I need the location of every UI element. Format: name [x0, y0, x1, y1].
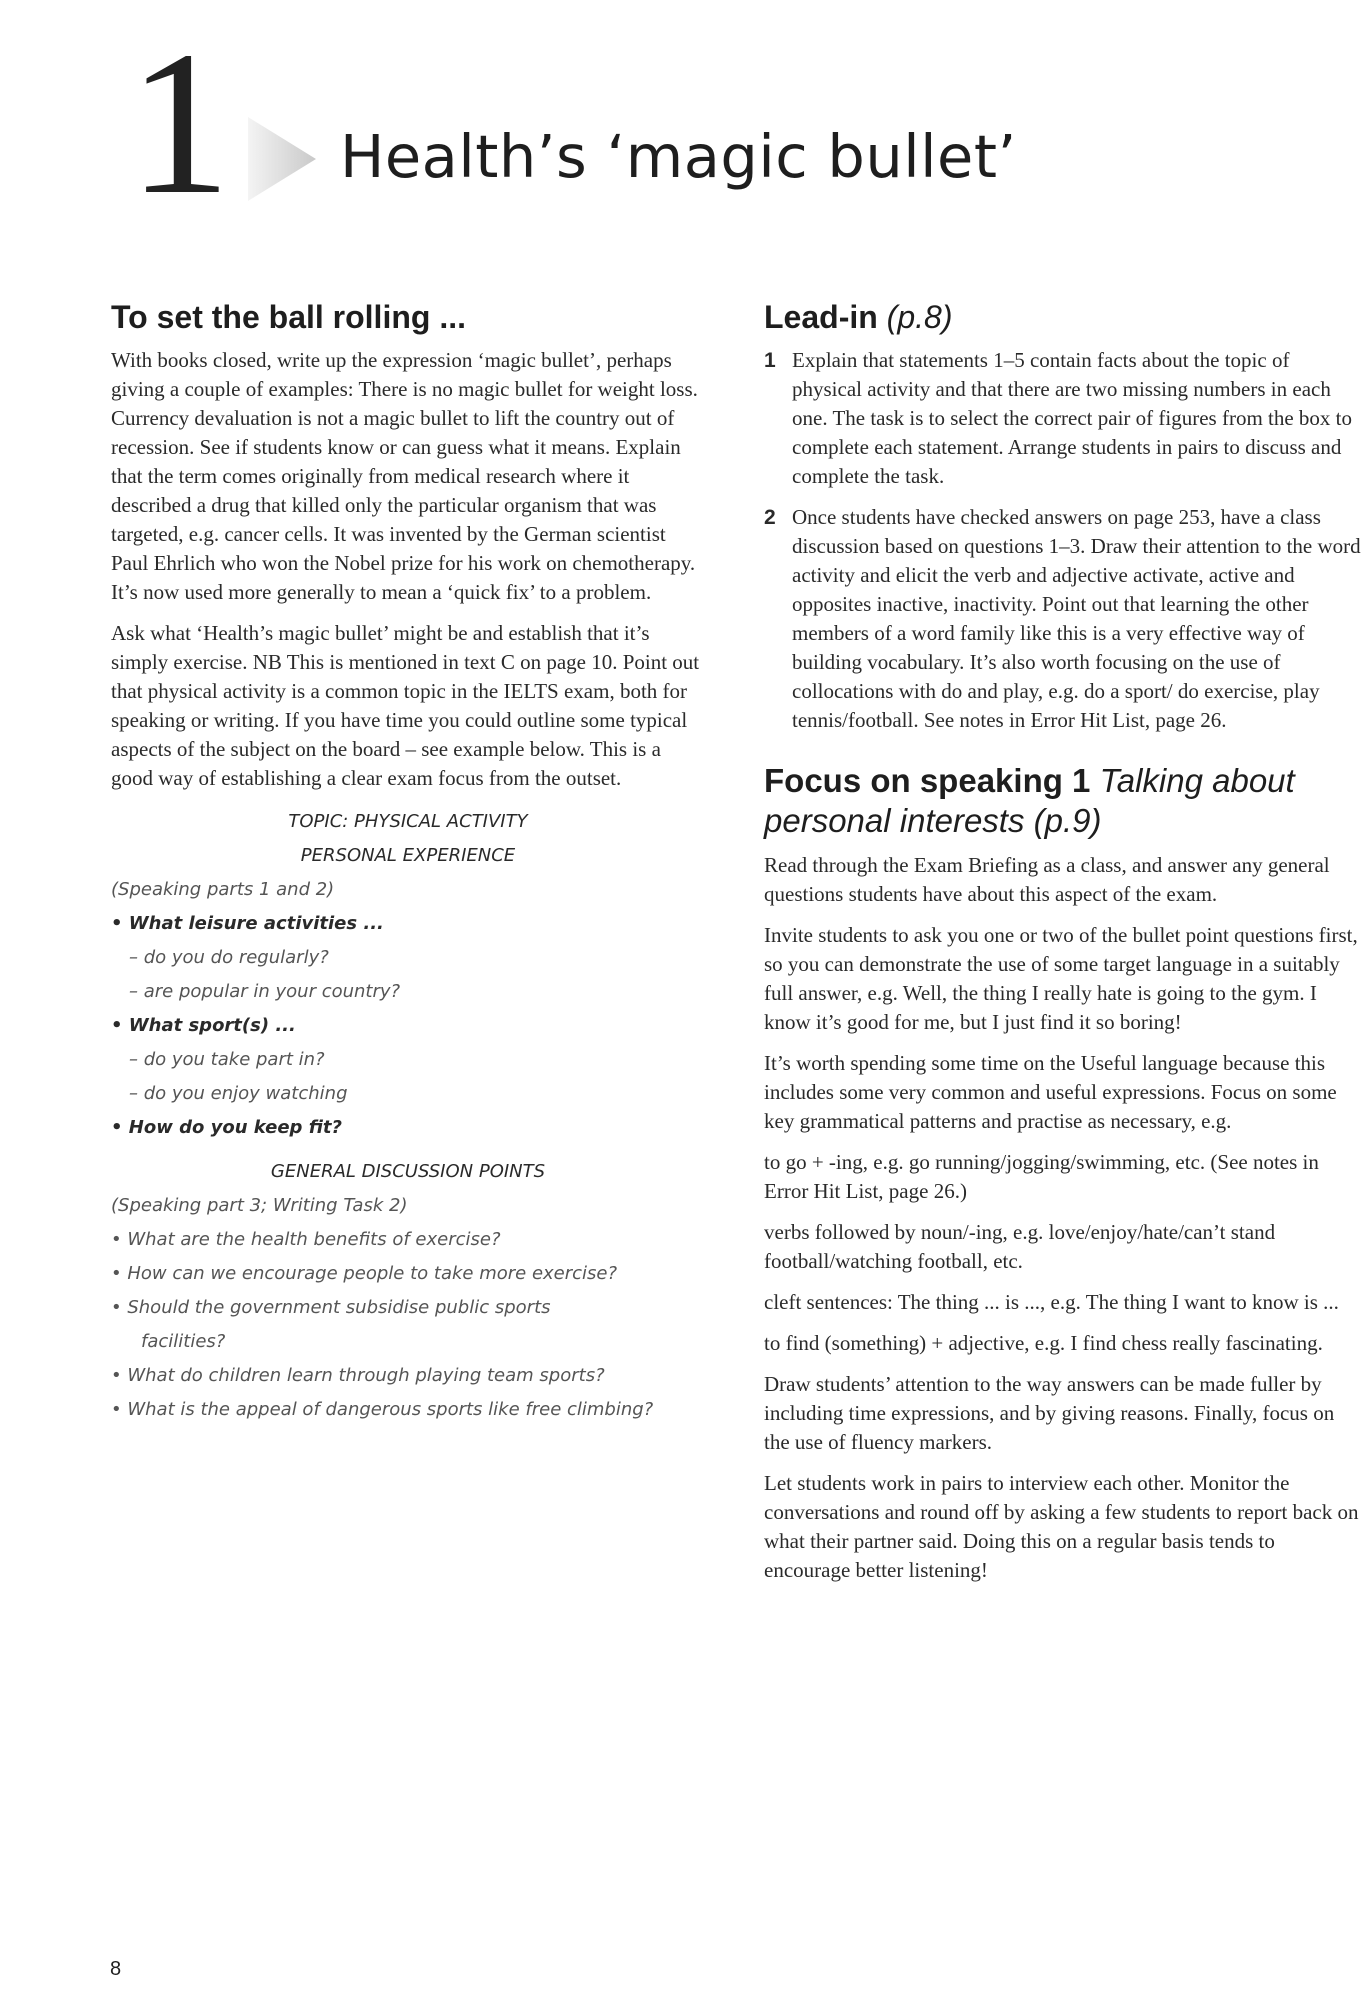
discussion-question-continued: facilities?: [141, 1331, 226, 1353]
focus-paragraph: Draw students’ attention to the way answers can be made fuller by including time expressions, and by giving reasons. Finally, focus on the use of fluency markers.: [764, 1371, 1335, 1454]
page-title: Health’s ‘magic bullet’: [340, 122, 1017, 191]
focus-subtitle: Talking about personal interests (p.9): [764, 762, 1295, 839]
lead-in-page-ref: (p.8): [886, 299, 953, 335]
discussion-question: • What do children learn through playing team sports?: [111, 1359, 705, 1393]
discussion-question: • How can we encourage people to take more exercise?: [111, 1257, 705, 1291]
topic-subquestion: – do you take part in?: [129, 1049, 325, 1071]
item-number: 1: [764, 349, 776, 373]
topic-bullet: • What sport(s) ...: [111, 1009, 705, 1043]
numbered-item: [764, 346, 1361, 491]
grammar-pattern: to go + -ing, e.g. go running/jogging/swimming, etc. (See notes in Error Hit List, page 26.): [764, 1149, 1319, 1203]
exercise-paragraph: Ask what ‘Health’s magic bullet’ might be and establish that it’s simply exercise. NB This is mentioned in text C on page 10. Point out that physical activity is a common topic in the IELTS exam, both for speaking or writing. If you have time you could outline some typical aspects of the subject on the board – see example below. This is a good way of establishing a clear exam focus from the outset.: [111, 621, 700, 791]
topic-subquestion: – are popular in your country?: [129, 981, 401, 1003]
grammar-pattern: verbs followed by noun/-ing, e.g. love/enjoy/hate/can’t stand football/watching football, etc.: [764, 1219, 1276, 1273]
lead-in-label: Lead-in: [764, 299, 878, 335]
topic-subquestion: – do you enjoy watching: [129, 1083, 348, 1105]
topic-title: TOPIC: PHYSICAL ACTIVITY: [288, 811, 528, 833]
intro-paragraph: With books closed, write up the expression ‘magic bullet’, perhaps giving a couple of examples: There is no magic bullet for weight loss. Currency devaluation is not a magic bullet to lift the country out of recession. See if students know or can guess what it means. Explain that the term comes originally from medical research where it described a drug that killed only the particular organism that was targeted, e.g. cancer cells. It was invented by the German scientist Paul Ehrlich who won the Nobel prize for his work on chemotherapy. It’s now used more generally to mean a ‘quick fix’ to a problem.: [111, 348, 698, 605]
numbered-item: [764, 503, 1361, 735]
grammar-pattern: cleft sentences: The thing ... is ..., e.g. The thing I want to know is ...: [764, 1289, 1339, 1314]
section-heading-lead-in: [764, 298, 1361, 336]
page-number: 8: [110, 1958, 122, 1980]
topic-subquestion: – do you do regularly?: [129, 947, 329, 969]
topic-board-outline: [111, 805, 705, 1427]
left-column: [111, 298, 705, 1427]
right-column: [764, 298, 1361, 1597]
topic-subheading-discussion: GENERAL DISCUSSION POINTS: [270, 1161, 546, 1183]
unit-arrow-icon: [248, 117, 316, 201]
focus-paragraph: Let students work in pairs to interview each other. Monitor the conversations and round off by asking a few students to report back on what their partner said. Doing this on a regular basis tends to encourage better listening!: [764, 1470, 1359, 1582]
focus-paragraph: It’s worth spending some time on the Useful language because this includes some very common and useful expressions. Focus on some key grammatical patterns and practise as necessary, e.g.: [764, 1050, 1337, 1133]
topic-bullet: • How do you keep fit?: [111, 1111, 705, 1145]
topic-speaking-parts: (Speaking part 3; Writing Task 2): [111, 1195, 408, 1217]
discussion-question: • What are the health benefits of exercise?: [111, 1223, 705, 1257]
section-heading-focus-speaking: [764, 761, 1361, 840]
topic-speaking-parts: (Speaking parts 1 and 2): [111, 879, 335, 901]
item-number: 2: [764, 506, 776, 530]
grammar-pattern: to find (something) + adjective, e.g. I find chess really fascinating.: [764, 1330, 1323, 1355]
discussion-question: • Should the government subsidise public sports: [111, 1291, 705, 1325]
focus-paragraph: Read through the Exam Briefing as a class, and answer any general questions students have about this aspect of the exam.: [764, 852, 1330, 906]
section-heading-ball-rolling: To set the ball rolling ...: [111, 299, 466, 335]
topic-bullet: • What leisure activities ...: [111, 907, 705, 941]
focus-label: Focus on speaking 1: [764, 762, 1091, 800]
topic-subheading-personal: PERSONAL EXPERIENCE: [300, 845, 516, 867]
unit-number: 1: [128, 8, 231, 237]
focus-paragraph: Invite students to ask you one or two of the bullet point questions first, so you can demonstrate the use of some target language in a suitably full answer, e.g. Well, the thing I really hate is going to the gym. I know it’s good for me, but I just find it so boring!: [764, 922, 1358, 1034]
discussion-question: • What is the appeal of dangerous sports like free climbing?: [111, 1393, 705, 1427]
item-text: Once students have checked answers on page 253, have a class discussion based on questions 1–3. Draw their attention to the word activity and elicit the verb and adjective activate, active and opposites inactive, inactivity. Point out that learning the other members of a word family like this is a very effective way of building vocabulary. It’s also worth focusing on the use of collocations with do and play, e.g. do a sport/ do exercise, play tennis/football. See notes in Error Hit List, page 26.: [792, 505, 1361, 733]
item-text: Explain that statements 1–5 contain facts about the topic of physical activity and that there are two missing numbers in each one. The task is to select the correct pair of figures from the box to complete each statement. Arrange students in pairs to discuss and complete the task.: [792, 348, 1353, 489]
